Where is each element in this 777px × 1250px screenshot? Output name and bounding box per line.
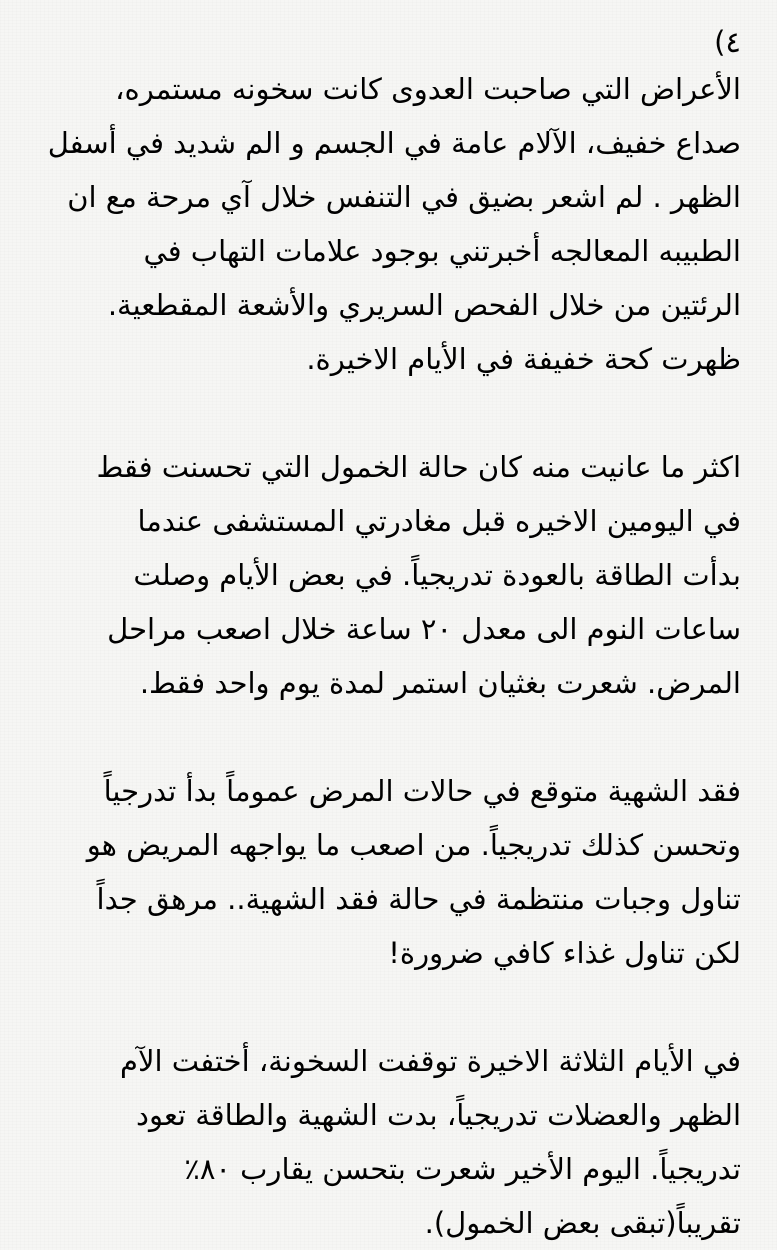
- text-line: تناول وجبات منتظمة في حالة فقد الشهية.. مرهق جداً: [96, 882, 741, 916]
- text-line: صداع خفيف، الآلام عامة في الجسم و الم شديد في أسفل: [47, 126, 741, 160]
- text-line: الأعراض التي صاحبت العدوى كانت سخونه مستمره،: [115, 72, 741, 106]
- text-line: بدأت الطاقة بالعودة تدريجياً. في بعض الأيام وصلت: [133, 558, 741, 592]
- paragraph-spacer: [36, 710, 741, 764]
- paragraph-recovery: [36, 1034, 741, 1250]
- text-line: تقريباً(تبقى بعض الخمول).: [424, 1206, 741, 1240]
- text-line: تدريجياً. اليوم الأخير شعرت بتحسن يقارب ٨٠٪: [184, 1152, 741, 1186]
- paragraph-appetite: [36, 764, 741, 980]
- text-line: الظهر والعضلات تدريجياً، بدت الشهية والطاقة تعود: [136, 1098, 741, 1132]
- text-line: في الأيام الثلاثة الاخيرة توقفت السخونة، أختفت الآم: [120, 1044, 741, 1078]
- paragraph-spacer: [36, 386, 741, 440]
- paragraph-spacer: [36, 980, 741, 1034]
- text-line: اكثر ما عانيت منه كان حالة الخمول التي تحسنت فقط: [96, 450, 741, 484]
- text-line: في اليومين الاخيره قبل مغادرتي المستشفى عندما: [137, 504, 741, 538]
- text-line: المرض. شعرت بغثيان استمر لمدة يوم واحد فقط.: [139, 666, 741, 700]
- text-line: الرئتين من خلال الفحص السريري والأشعة المقطعية.: [107, 288, 741, 322]
- text-line: وتحسن كذلك تدريجياً. من اصعب ما يواجهه المريض هو: [86, 828, 741, 862]
- text-line: ظهرت كحة خفيفة في الأيام الاخيرة.: [306, 342, 741, 376]
- paragraph-symptoms: [36, 62, 741, 386]
- page-number: ٤): [714, 25, 741, 59]
- text-line: الظهر . لم اشعر بضيق في التنفس خلال آي مرحة مع ان: [67, 180, 741, 214]
- text-line: لكن تناول غذاء كافي ضرورة!: [388, 936, 741, 970]
- text-line: الطبيبه المعالجه أخبرتني بوجود علامات التهاب في: [143, 234, 741, 268]
- paragraph-fatigue: [36, 440, 741, 710]
- text-line: فقد الشهية متوقع في حالات المرض عموماً بدأ تدرجياً: [103, 774, 741, 808]
- text-line: ساعات النوم الى معدل ٢٠ ساعة خلال اصعب مراحل: [107, 612, 741, 646]
